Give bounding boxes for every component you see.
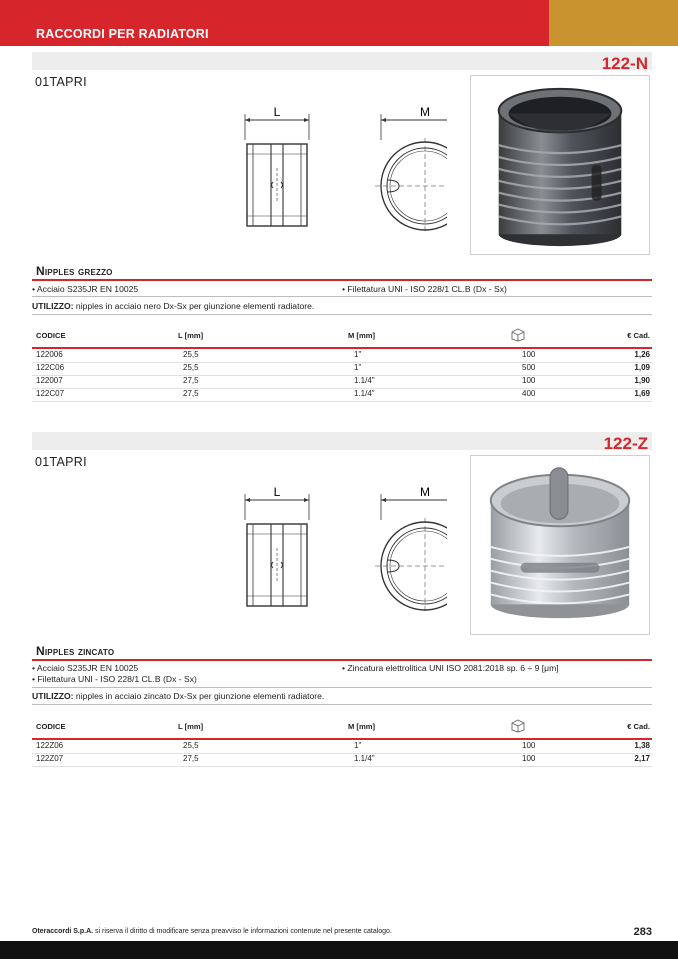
col-l: L [mm] <box>178 331 204 340</box>
col-price: € Cad. <box>627 331 650 340</box>
product-photo <box>470 455 650 635</box>
cell-m: 1" <box>354 350 362 359</box>
section-122n <box>32 52 652 402</box>
cell-codice: 122Z06 <box>36 741 64 750</box>
code-band <box>32 52 652 70</box>
product-title: Nipples zincato <box>36 644 115 658</box>
table-row <box>32 363 652 376</box>
top-bar <box>0 0 678 46</box>
product-title: Nipples grezzo <box>36 264 113 278</box>
dim-label-l: L <box>273 485 281 499</box>
usage-label: UTILIZZO: <box>32 691 74 701</box>
table-row <box>32 350 652 363</box>
col-l: L [mm] <box>178 722 204 731</box>
product-subcode: 01TAPRI <box>35 455 87 469</box>
cell-price: 2,17 <box>634 754 650 763</box>
cell-price: 1,26 <box>634 350 650 359</box>
table-row <box>32 754 652 767</box>
divider-gray <box>32 687 652 688</box>
section-122z <box>32 432 652 772</box>
cell-m: 1" <box>354 741 362 750</box>
code-band <box>32 432 652 450</box>
cell-m: 1.1/4" <box>354 376 375 385</box>
top-bar-gold <box>549 0 678 46</box>
cell-qty: 100 <box>522 754 536 763</box>
dim-label-m: M <box>420 485 430 499</box>
product-code: 122-N <box>601 54 648 73</box>
table-row <box>32 389 652 402</box>
cell-l: 25,5 <box>183 741 199 750</box>
col-codice: CODICE <box>36 331 66 340</box>
table-row <box>32 376 652 389</box>
cell-m: 1" <box>354 363 362 372</box>
cell-l: 27,5 <box>183 376 199 385</box>
col-price: € Cad. <box>627 722 650 731</box>
page-title: RACCORDI PER RADIATORI <box>36 27 209 41</box>
cell-l: 25,5 <box>183 363 199 372</box>
technical-drawing <box>237 102 447 237</box>
divider-red <box>32 279 652 281</box>
box-icon <box>510 719 526 735</box>
cell-qty: 500 <box>522 363 536 372</box>
cell-l: 27,5 <box>183 754 199 763</box>
col-codice: CODICE <box>36 722 66 731</box>
cell-m: 1.1/4" <box>354 389 375 398</box>
cell-codice: 122007 <box>36 376 63 385</box>
spec-left-1: • Acciaio S235JR EN 10025 <box>32 663 139 673</box>
divider-gray <box>32 296 652 297</box>
spec-left-2: • Filettatura UNI - ISO 228/1 CL.B (Dx - Sx) <box>32 674 197 684</box>
dim-label-l: L <box>273 105 281 119</box>
dim-label-m: M <box>420 105 430 119</box>
table-header-divider <box>32 347 652 349</box>
cell-qty: 100 <box>522 350 536 359</box>
cell-price: 1,38 <box>634 741 650 750</box>
footer-disclaimer <box>32 928 392 935</box>
cell-m: 1.1/4" <box>354 754 375 763</box>
divider-gray <box>32 314 652 315</box>
usage-text: nipples in acciaio zincato Dx-Sx per giunzione elementi radiatore. <box>73 691 325 701</box>
usage-text: nipples in acciaio nero Dx-Sx per giunzione elementi radiatore. <box>73 301 315 311</box>
product-code: 122-Z <box>603 434 648 453</box>
spec-right-1: • Filettatura UNI - ISO 228/1 CL.B (Dx - Sx) <box>342 284 507 294</box>
product-photo <box>470 75 650 255</box>
table-header-divider <box>32 738 652 740</box>
cell-l: 27,5 <box>183 389 199 398</box>
cell-codice: 122006 <box>36 350 63 359</box>
col-m: M [mm] <box>348 722 375 731</box>
footer-company: Oteraccordi S.p.A. <box>32 928 94 935</box>
cell-codice: 122C06 <box>36 363 65 372</box>
product-subcode: 01TAPRI <box>35 75 87 89</box>
divider-gray <box>32 704 652 705</box>
table-row <box>32 741 652 754</box>
cell-codice: 122Z07 <box>36 754 64 763</box>
spec-left-1: • Acciaio S235JR EN 10025 <box>32 284 139 294</box>
box-icon <box>510 328 526 344</box>
divider-red <box>32 659 652 661</box>
cell-price: 1,90 <box>634 376 650 385</box>
cell-price: 1,09 <box>634 363 650 372</box>
footer-text: si riserva il diritto di modificare senza preavviso le informazioni contenute nel presente catalogo. <box>93 928 392 935</box>
col-m: M [mm] <box>348 331 375 340</box>
cell-codice: 122C07 <box>36 389 65 398</box>
cell-qty: 100 <box>522 376 536 385</box>
usage-label: UTILIZZO: <box>32 301 74 311</box>
cell-qty: 400 <box>522 389 536 398</box>
cell-qty: 100 <box>522 741 536 750</box>
page-number: 283 <box>633 926 652 938</box>
usage-line <box>32 301 314 311</box>
technical-drawing <box>237 482 447 617</box>
bottom-bar <box>0 941 678 959</box>
cell-l: 25,5 <box>183 350 199 359</box>
spec-right-1: • Zincatura elettrolitica UNI ISO 2081:2018 sp. 6 ÷ 9 [μm] <box>342 663 559 673</box>
cell-price: 1,69 <box>634 389 650 398</box>
usage-line <box>32 691 324 701</box>
